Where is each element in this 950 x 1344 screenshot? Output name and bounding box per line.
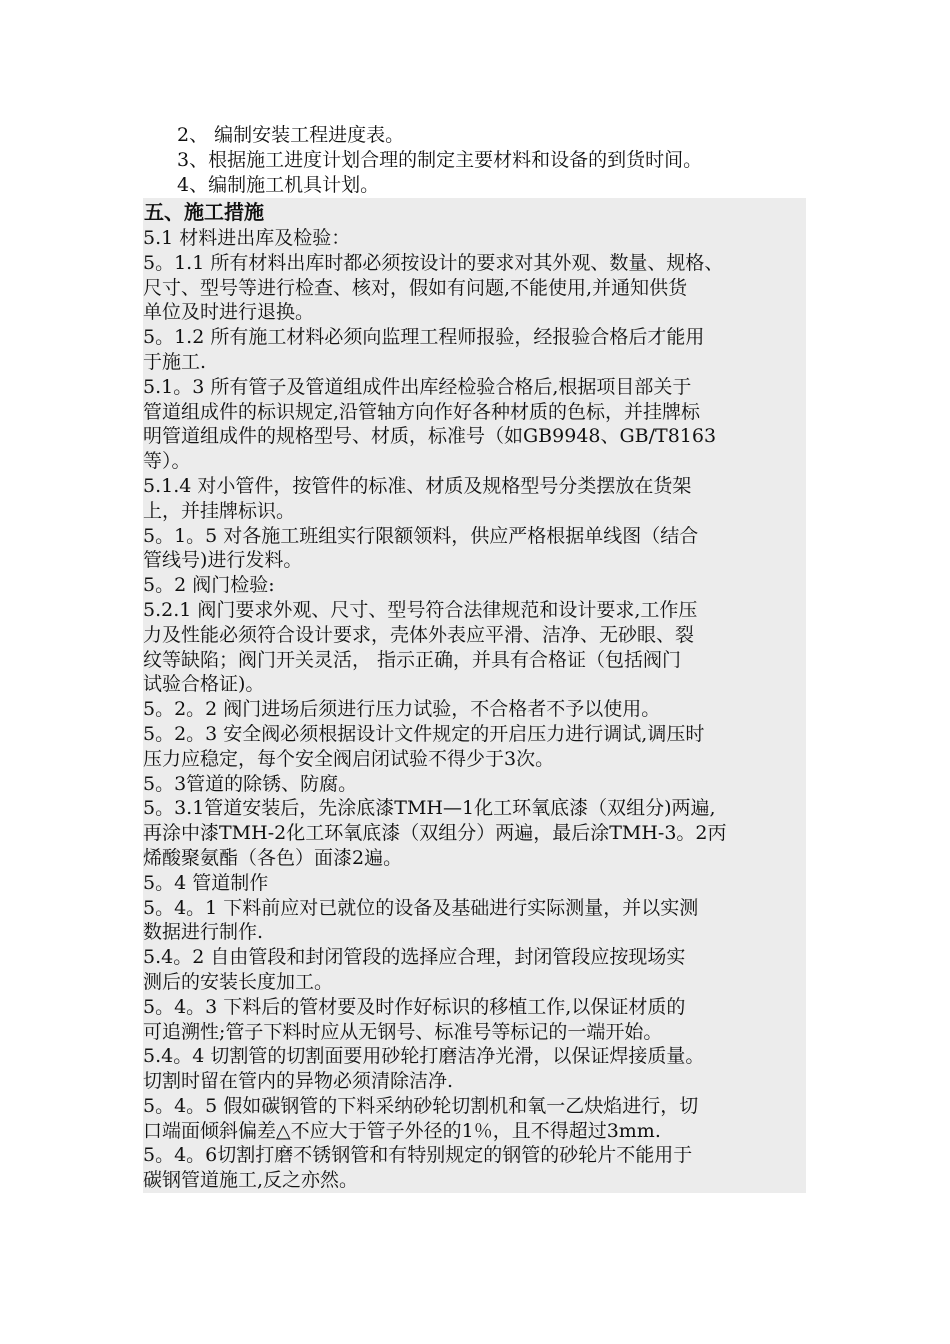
paragraph-line: 5。4。1 下料前应对已就位的设备及基础进行实际测量，并以实测 — [143, 896, 699, 919]
paragraph-line: 单位及时进行退换。 — [143, 301, 315, 324]
paragraph — [143, 1044, 806, 1094]
paragraph-line: 烯酸聚氨酯（各色）面漆2遍。 — [143, 846, 403, 869]
paragraph-line: 5。4。3 下料后的管材要及时作好标识的移植工作,以保证材质的 — [143, 995, 686, 1018]
paragraph-line: 压力应稳定，每个安全阀启闭试验不得少于3次。 — [143, 747, 555, 770]
section-heading: 五、施工措施 — [144, 200, 264, 224]
paragraph-line: 5。4 管道制作 — [143, 871, 269, 894]
paragraph — [143, 722, 806, 772]
paragraph — [143, 598, 806, 697]
paragraph — [143, 251, 806, 325]
paragraph-line: 5.1.4 对小管件，按管件的标准、材质及规格型号分类摆放在货架 — [143, 474, 692, 497]
construction-measures-section — [143, 198, 806, 1193]
paragraph — [143, 375, 806, 474]
paragraph-line: 等）。 — [143, 450, 191, 473]
paragraph — [143, 226, 806, 251]
paragraph-line: 5。3.1管道安装后，先涂底漆TMH—1化工环氧底漆（双组分)两遍, — [143, 797, 716, 820]
paragraph-line: 明管道组成件的规格型号、材质，标准号（如GB9948、GB/T8163 — [143, 425, 717, 448]
paragraph — [143, 524, 806, 574]
paragraph-line: 5.1。3 所有管子及管道组成件出库经检验合格后,根据项目部关于 — [143, 375, 692, 398]
paragraph-line: 于施工. — [143, 350, 207, 373]
paragraph-line: 5。1.2 所有施工材料必须向监理工程师报验，经报验合格后才能用 — [143, 326, 705, 349]
paragraph-line: 5。2 阀门检验: — [143, 574, 275, 597]
paragraph-line: 管线号)进行发料。 — [143, 549, 303, 572]
paragraph — [143, 697, 806, 722]
paragraph — [143, 871, 806, 896]
paragraph — [143, 1143, 806, 1193]
paragraph-line: 试验合格证)。 — [143, 673, 265, 696]
paragraph-line: 5。4。5 假如碳钢管的下料采纳砂轮切割机和氧一乙炔焰进行，切 — [143, 1094, 699, 1117]
paragraph-line: 5.4。4 切割管的切割面要用砂轮打磨洁净光滑，以保证焊接质量。 — [143, 1045, 705, 1068]
paragraph-line: 5。2。2 阀门进场后须进行压力试验，不合格者不予以使用。 — [143, 698, 661, 721]
intro-item: 3、根据施工进度计划合理的制定主要材料和设备的到货时间。 — [177, 149, 703, 171]
paragraph — [143, 945, 806, 995]
paragraph-line: 再涂中漆TMH-2化工环氧底漆（双组分）两遍，最后涂TMH-3。2丙 — [143, 822, 727, 845]
paragraph-line: 切割时留在管内的异物必须清除洁净. — [143, 1070, 454, 1093]
paragraph — [143, 325, 806, 375]
paragraph-line: 可追溯性;管子下料时应从无钢号、标准号等标记的一端开始。 — [143, 1020, 663, 1043]
paragraph — [143, 995, 806, 1045]
paragraph-line: 碳钢管道施工,反之亦然。 — [143, 1169, 359, 1192]
paragraph-line: 5.1 材料进出库及检验： — [143, 227, 351, 249]
paragraph — [143, 796, 806, 870]
paragraph-line: 5。2。3 安全阀必须根据设计文件规定的开启压力进行调试,调压时 — [143, 722, 705, 745]
paragraph-line: 纹等缺陷；阀门开关灵活， 指示正确，并具有合格证（包括阀门 — [143, 648, 682, 671]
paragraph-line: 5。4。6切割打磨不锈钢管和有特别规定的钢管的砂轮片不能用于 — [143, 1144, 693, 1167]
paragraph-line: 5.2.1 阀门要求外观、尺寸、型号符合法律规范和设计要求,工作压 — [143, 598, 698, 621]
paragraph-line: 5。3管道的除锈、防腐。 — [143, 772, 358, 795]
intro-list — [177, 123, 817, 198]
intro-item: 2、 编制安装工程进度表。 — [177, 124, 405, 146]
paragraph — [143, 573, 806, 598]
section-body — [143, 226, 806, 1193]
paragraph — [143, 772, 806, 797]
intro-item: 4、编制施工机具计划。 — [177, 174, 380, 196]
paragraph-line: 5。1。5 对各施工班组实行限额领料，供应严格根据单线图（结合 — [143, 524, 699, 547]
paragraph — [143, 1094, 806, 1144]
paragraph-line: 力及性能必须符合设计要求，壳体外表应平滑、洁净、无砂眼、裂 — [143, 623, 695, 646]
paragraph-line: 5.4。2 自由管段和封闭管段的选择应合理，封闭管段应按现场实 — [143, 946, 686, 969]
paragraph-line: 5。1.1 所有材料出库时都必须按设计的要求对其外观、数量、规格、 — [143, 251, 724, 274]
paragraph-line: 尺寸、型号等进行检查、核对，假如有问题,不能使用,并通知供货 — [143, 276, 688, 299]
paragraph-line: 测后的安装长度加工。 — [143, 970, 334, 993]
paragraph-line: 管道组成件的标识规定,沿管轴方向作好各种材质的色标，并挂牌标 — [143, 400, 701, 423]
paragraph — [143, 474, 806, 524]
paragraph — [143, 896, 806, 946]
paragraph-line: 上，并挂牌标识。 — [143, 499, 296, 522]
paragraph-line: 数据进行制作. — [143, 921, 264, 944]
paragraph-line: 口端面倾斜偏差△不应大于管子外径的1％，且不得超过3mm. — [143, 1119, 661, 1142]
